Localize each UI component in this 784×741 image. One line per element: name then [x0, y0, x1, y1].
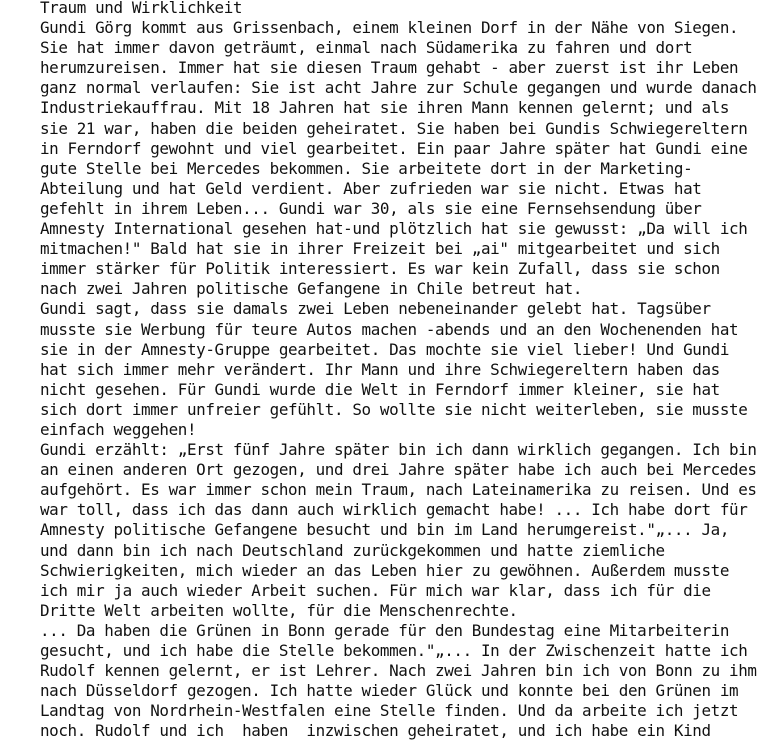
text-line: ... Da haben die Grünen in Bonn gerade für den Bundestag eine Mitarbeiterin — [40, 620, 730, 640]
text-line: Gundi erzählt: „Erst fünf Jahre später bin ich dann wirklich gegangen. Ich bin — [40, 440, 757, 460]
text-line: sie in der Amnesty-Gruppe gearbeitet. Das mochte sie viel lieber! Und Gundi — [40, 339, 730, 359]
text-line: herumzureisen. Immer hat sie diesen Traum gehabt - aber zuerst ist ihr Leben — [40, 58, 739, 78]
text-line: nach Düsseldorf gezogen. Ich hatte wieder Glück und konnte bei den Grünen im — [40, 681, 739, 701]
text-line: nicht gesehen. Für Gundi wurde die Welt in Ferndorf immer kleiner, sie hat — [40, 379, 720, 399]
text-line: Amnesty International gesehen hat-und plötzlich hat sie gewusst: „Da will ich — [40, 219, 748, 239]
text-line: gefehlt in ihrem Leben... Gundi war 30, als sie eine Fernsehsendung über — [40, 198, 702, 218]
document-title: Traum und Wirklichkeit — [40, 0, 243, 17]
text-line: noch. Rudolf und ich haben inzwischen geheiratet, und ich habe ein Kind — [40, 721, 711, 741]
text-line: Industriekauffrau. Mit 18 Jahren hat sie ihren Mann kennen gelernt; und als — [40, 98, 730, 118]
text-line: in Ferndorf gewohnt und viel gearbeitet. Ein paar Jahre später hat Gundi eine — [40, 138, 748, 158]
text-line: aufgehört. Es war immer schon mein Traum, nach Lateinamerika zu reisen. Und es — [40, 480, 757, 500]
text-line: Gundi sagt, dass sie damals zwei Leben nebeneinander gelebt hat. Tagsüber — [40, 299, 711, 319]
text-line: war toll, dass ich das dann auch wirklich gemacht habe! ... Ich habe dort für — [40, 500, 748, 520]
text-line: nach zwei Jahren politische Gefangene in Chile betreut hat. — [40, 279, 583, 299]
text-line: Rudolf kennen gelernt, er ist Lehrer. Nach zwei Jahren bin ich von Bonn zu ihm — [40, 661, 757, 681]
text-line: Gundi Görg kommt aus Grissenbach, einem kleinen Dorf in der Nähe von Siegen. — [40, 18, 739, 38]
text-line: Dritte Welt arbeiten wollte, für die Menschenrechte. — [40, 600, 518, 620]
text-line: gesucht, und ich habe die Stelle bekommen."„... In der Zwischenzeit hatte ich — [40, 641, 748, 660]
text-line: Landtag von Nordrhein-Westfalen eine Stelle finden. Und da arbeite ich jetzt — [40, 701, 739, 721]
text-line: sich dort immer unfreier gefühlt. So wollte sie nicht weiterleben, sie musste — [40, 399, 748, 419]
text-line: ganz normal verlaufen: Sie ist acht Jahre zur Schule gegangen und wurde danach — [40, 78, 757, 98]
text-line: Schwierigkeiten, mich wieder an das Leben hier zu gewöhnen. Außerdem musste — [40, 560, 730, 580]
text-line: sie 21 war, haben die beiden geheiratet. Sie haben bei Gundis Schwiegereltern — [40, 118, 748, 138]
text-line: Amnesty politische Gefangene besucht und bin im Land herumgereist."„... Ja, — [40, 520, 730, 540]
text-line: an einen anderen Ort gezogen, und drei Jahre später habe ich auch bei Mercedes — [40, 460, 757, 480]
text-line: mitmachen!" Bald hat sie in ihrer Freizeit bei „ai" mitgearbeitet und sich — [40, 239, 720, 259]
text-line: immer stärker für Politik interessiert. Es war kein Zufall, dass sie schon — [40, 259, 720, 279]
document-body — [40, 0, 780, 741]
text-line: musste sie Werbung für teure Autos machen -abends und an den Wochenenden hat — [40, 319, 739, 339]
text-line: gute Stelle bei Mercedes bekommen. Sie arbeitete dort in der Marketing- — [40, 158, 693, 178]
text-line: Sie hat immer davon geträumt, einmal nach Südamerika zu fahren und dort — [40, 38, 693, 58]
text-line: einfach weggehen! — [40, 419, 197, 439]
text-line: Abteilung und hat Geld verdient. Aber zufrieden war sie nicht. Etwas hat — [40, 178, 702, 198]
text-line: hat sich immer mehr verändert. Ihr Mann und ihre Schwiegereltern haben das — [40, 359, 720, 379]
text-line: ich mir ja auch wieder Arbeit suchen. Für mich war klar, dass ich für die — [40, 580, 711, 600]
text-line: und dann bin ich nach Deutschland zurückgekommen und hatte ziemliche — [40, 540, 665, 560]
